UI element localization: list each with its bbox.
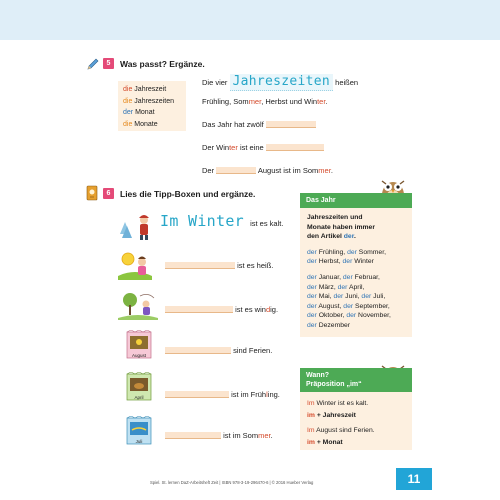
tip-box-das-jahr [300,193,412,337]
exercise-6-line-3: ist es windig. [165,305,278,314]
months-line: der Januar, der Februar, [307,273,380,281]
sentence-3: Das Jahr hat zwölf [202,120,316,129]
sentence-5: Der August ist im Sommer. [202,166,333,175]
answer-blank[interactable] [165,262,235,269]
handwritten-answer: Jahreszeiten [230,74,334,91]
calendar-label: Juli [135,439,143,444]
exercise-5-title: Was passt? Ergänze. [120,59,205,69]
sentence-4: Der Winter ist eine [202,143,324,152]
tip-box-title: Wann? Präposition „im“ [300,368,412,392]
handwritten-answer: Im Winter [160,212,244,230]
exercise-6-title: Lies die Tipp-Boxen und ergänze. [120,189,256,199]
months-line: der Oktober, der November, [307,312,391,320]
answer-blank[interactable] [266,121,316,128]
exercise-5-number: 5 [103,58,114,69]
answer-blank[interactable] [216,167,256,174]
exercise-6-line-5: ist im Frühling. [165,390,280,399]
months-line: der Mai, der Juni, der Juli, [307,293,386,301]
answer-blank[interactable] [266,144,324,151]
exercise-6-line-4: sind Ferien. [165,346,272,355]
wind-icon [118,290,148,320]
exercise-6-line-1: Im Winter ist es kalt. [160,212,284,230]
seasons-line: der Herbst, der Winter [307,258,374,266]
calendar-label: August [131,353,146,358]
pencil-icon [86,57,100,71]
tip-line: im + Monat [307,438,343,446]
snowman-icon [118,210,148,240]
answer-blank[interactable] [165,432,221,439]
tip-box-praeposition-im [300,368,412,450]
word-box-item: die Jahreszeiten [123,97,174,105]
months-line: der August, der September, [307,302,390,310]
answer-blank[interactable] [165,347,231,354]
months-line: der März, der April, [307,283,365,291]
tip-line: im + Jahreszeit [307,411,356,419]
tip-line: Im August sind Ferien. [307,427,375,435]
top-band [0,0,500,40]
seasons-line: der Frühling, der Sommer, [307,248,386,256]
word-box-item: die Monate [123,120,158,128]
word-box-item: der Monat [123,109,155,116]
calendar-label: April [134,395,144,400]
tip-line: Im Winter ist es kalt. [307,400,369,407]
book-icon [86,185,98,201]
sentence-2: Frühling, Sommer, Herbst und Winter. [202,97,328,106]
word-box-item: die Jahreszeit [123,86,167,93]
exercise-6-number: 6 [103,188,114,199]
months-line: der Dezember [307,321,351,329]
answer-blank[interactable] [165,306,233,313]
answer-blank[interactable] [165,391,229,398]
sentence-1: Die vier Jahreszeiten heißen [202,74,359,89]
sun-icon [118,250,148,280]
tip-box-intro: Jahreszeiten und Monate haben immer den Artikel der. [307,214,375,241]
footer-text: Spiel. St. lernen DaZ-Arbeitsheft Zeit | ISBN 978-3-19-296470-6 | © 2016 Hueber Verlag [150,480,314,485]
exercise-6-line-2: ist es heiß. [165,261,273,270]
tip-box-title: Das Jahr [300,193,412,208]
word-box [118,81,186,131]
exercise-6-line-6: ist im Sommer. [165,431,273,440]
page-number: 11 [396,468,432,490]
